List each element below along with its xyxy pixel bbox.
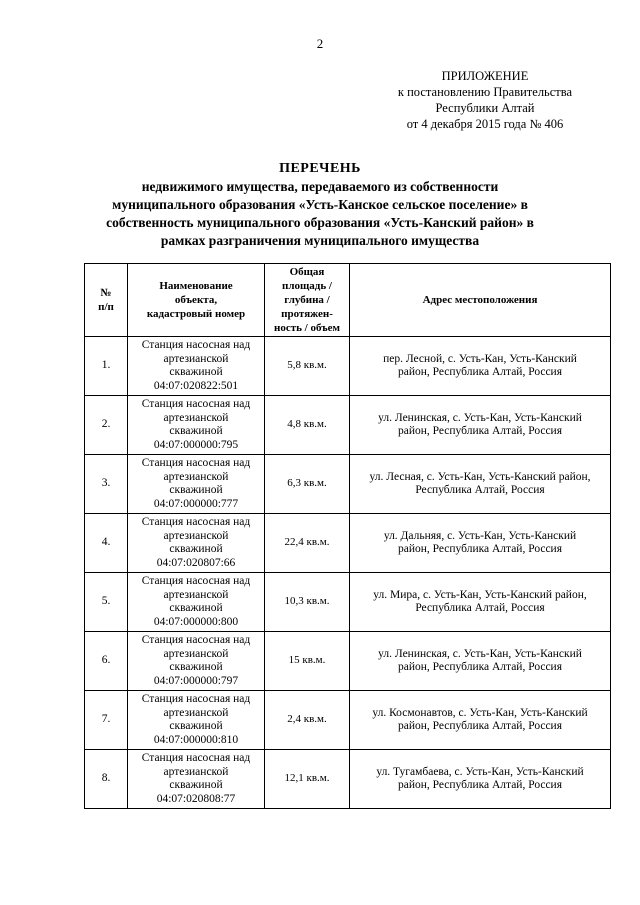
header-line: Общая bbox=[289, 266, 325, 278]
appendix-line: Республики Алтай bbox=[435, 101, 535, 115]
cell-address bbox=[350, 691, 611, 750]
cell-name bbox=[128, 573, 265, 632]
cell-address bbox=[350, 337, 611, 396]
appendix-line: ПРИЛОЖЕНИЕ bbox=[441, 69, 529, 83]
cell-name-line: Станция насосная над bbox=[141, 457, 251, 469]
cell-area: 12,1 кв.м. bbox=[265, 750, 350, 809]
appendix-block bbox=[360, 68, 610, 132]
table-row bbox=[85, 455, 611, 514]
cell-address-line: ул. Дальняя, с. Усть-Кан, Усть-Канский bbox=[383, 529, 577, 542]
cell-address-line: ул. Космонавтов, с. Усть-Кан, Усть-Канский bbox=[372, 706, 588, 719]
document-subtitle bbox=[70, 178, 570, 250]
cell-address-line: пер. Лесной, с. Усть-Кан, Усть-Канский bbox=[383, 352, 577, 365]
cell-area: 2,4 кв.м. bbox=[265, 691, 350, 750]
cell-num: 8. bbox=[85, 750, 128, 809]
cell-address bbox=[350, 750, 611, 809]
document-heading bbox=[70, 160, 570, 250]
cell-name bbox=[128, 337, 265, 396]
cell-name-line: скважиной bbox=[169, 661, 223, 673]
cell-address-line: ул. Лесная, с. Усть-Кан, Усть-Канский район, bbox=[369, 470, 591, 483]
header-line: Наименование bbox=[159, 280, 233, 292]
cell-name-line: Станция насосная над bbox=[141, 575, 251, 587]
cell-name-line: скважиной bbox=[169, 543, 223, 555]
cell-address-line: ул. Мира, с. Усть-Кан, Усть-Канский район, bbox=[373, 588, 587, 601]
cell-name-line: 04:07:000000:810 bbox=[153, 733, 239, 746]
cell-address bbox=[350, 632, 611, 691]
cell-address-line: район, Республика Алтай, Россия bbox=[397, 425, 563, 437]
page-number: 2 bbox=[316, 36, 324, 51]
table-header-row bbox=[85, 264, 611, 337]
cell-area: 5,8 кв.м. bbox=[265, 337, 350, 396]
cell-name-line: артезианской bbox=[163, 470, 229, 483]
cell-name-line: скважиной bbox=[169, 720, 223, 732]
header-line: протяжен- bbox=[281, 308, 333, 320]
subtitle-line: недвижимого имущества, передаваемого из собственности bbox=[141, 179, 499, 194]
cell-name-line: Станция насосная над bbox=[141, 339, 251, 351]
cell-address bbox=[350, 514, 611, 573]
cell-area: 22,4 кв.м. bbox=[265, 514, 350, 573]
cell-num: 2. bbox=[85, 396, 128, 455]
table-row bbox=[85, 337, 611, 396]
cell-address-line: Республика Алтай, Россия bbox=[415, 484, 545, 496]
cell-name-line: Станция насосная над bbox=[141, 398, 251, 410]
header-area bbox=[265, 264, 350, 337]
cell-address-line: район, Республика Алтай, Россия bbox=[397, 720, 563, 732]
cell-address bbox=[350, 573, 611, 632]
property-table bbox=[84, 263, 611, 809]
header-line: кадастровый номер bbox=[146, 308, 246, 320]
cell-address-line: район, Республика Алтай, Россия bbox=[397, 779, 563, 791]
cell-name bbox=[128, 691, 265, 750]
cell-name-line: скважиной bbox=[169, 602, 223, 614]
cell-area: 4,8 кв.м. bbox=[265, 396, 350, 455]
cell-name bbox=[128, 396, 265, 455]
cell-name-line: 04:07:020808:77 bbox=[156, 792, 236, 805]
cell-name-line: артезианской bbox=[163, 588, 229, 601]
cell-name-line: Станция насосная над bbox=[141, 516, 251, 528]
cell-name-line: 04:07:000000:777 bbox=[153, 497, 239, 510]
cell-name bbox=[128, 632, 265, 691]
cell-address-line: район, Республика Алтай, Россия bbox=[397, 543, 563, 555]
cell-name-line: артезианской bbox=[163, 706, 229, 719]
cell-name-line: 04:07:020822:501 bbox=[153, 379, 239, 392]
cell-address-line: район, Республика Алтай, Россия bbox=[397, 366, 563, 378]
table-row bbox=[85, 632, 611, 691]
cell-name-line: артезианской bbox=[163, 765, 229, 778]
cell-name-line: Станция насосная над bbox=[141, 634, 251, 646]
table-row bbox=[85, 750, 611, 809]
cell-num: 4. bbox=[85, 514, 128, 573]
appendix-line: от 4 декабря 2015 года № 406 bbox=[406, 117, 564, 131]
cell-num: 6. bbox=[85, 632, 128, 691]
cell-name bbox=[128, 514, 265, 573]
cell-address-line: Республика Алтай, Россия bbox=[415, 602, 545, 614]
cell-name-line: 04:07:000000:800 bbox=[153, 615, 239, 628]
cell-name-line: скважиной bbox=[169, 366, 223, 378]
cell-area: 6,3 кв.м. bbox=[265, 455, 350, 514]
cell-address bbox=[350, 455, 611, 514]
cell-name-line: скважиной bbox=[169, 425, 223, 437]
cell-address-line: ул. Ленинская, с. Усть-Кан, Усть-Канский bbox=[378, 411, 582, 424]
cell-name-line: скважиной bbox=[169, 484, 223, 496]
cell-num: 7. bbox=[85, 691, 128, 750]
cell-num: 3. bbox=[85, 455, 128, 514]
cell-name-line: артезианской bbox=[163, 647, 229, 660]
cell-name-line: Станция насосная над bbox=[141, 693, 251, 705]
header-line: п/п bbox=[98, 301, 114, 313]
header-address bbox=[350, 264, 611, 337]
cell-address bbox=[350, 396, 611, 455]
header-name bbox=[128, 264, 265, 337]
cell-name bbox=[128, 455, 265, 514]
cell-num: 5. bbox=[85, 573, 128, 632]
table-row bbox=[85, 514, 611, 573]
header-line: № bbox=[100, 287, 112, 299]
header-line: Адрес местоположения bbox=[422, 294, 538, 306]
cell-name-line: 04:07:020807:66 bbox=[156, 556, 236, 569]
cell-name bbox=[128, 750, 265, 809]
table-body bbox=[85, 337, 611, 809]
cell-name-line: артезианской bbox=[163, 352, 229, 365]
document-title: ПЕРЕЧЕНЬ bbox=[279, 161, 361, 176]
cell-num: 1. bbox=[85, 337, 128, 396]
header-line: объекта, bbox=[174, 294, 218, 306]
cell-name-line: 04:07:000000:797 bbox=[153, 674, 239, 687]
header-line: ность / объем bbox=[273, 322, 340, 334]
cell-name-line: артезианской bbox=[163, 411, 229, 424]
cell-area: 10,3 кв.м. bbox=[265, 573, 350, 632]
subtitle-line: собственность муниципального образования «Усть-Канский район» в bbox=[106, 215, 534, 230]
cell-address-line: ул. Тугамбаева, с. Усть-Кан, Усть-Канский bbox=[376, 765, 584, 778]
table-row bbox=[85, 573, 611, 632]
cell-name-line: артезианской bbox=[163, 529, 229, 542]
header-line: площадь / bbox=[282, 280, 332, 292]
cell-name-line: скважиной bbox=[169, 779, 223, 791]
cell-address-line: ул. Ленинская, с. Усть-Кан, Усть-Канский bbox=[378, 647, 582, 660]
cell-address-line: район, Республика Алтай, Россия bbox=[397, 661, 563, 673]
cell-name-line: Станция насосная над bbox=[141, 752, 251, 764]
cell-name-line: 04:07:000000:795 bbox=[153, 438, 239, 451]
cell-area: 15 кв.м. bbox=[265, 632, 350, 691]
table-row bbox=[85, 396, 611, 455]
subtitle-line: муниципального образования «Усть-Канское сельское поселение» в bbox=[112, 197, 528, 212]
subtitle-line: рамках разграничения муниципального имущества bbox=[160, 233, 480, 248]
header-line: глубина / bbox=[284, 294, 330, 306]
header-num bbox=[85, 264, 128, 337]
table-row bbox=[85, 691, 611, 750]
appendix-line: к постановлению Правительства bbox=[397, 85, 573, 99]
